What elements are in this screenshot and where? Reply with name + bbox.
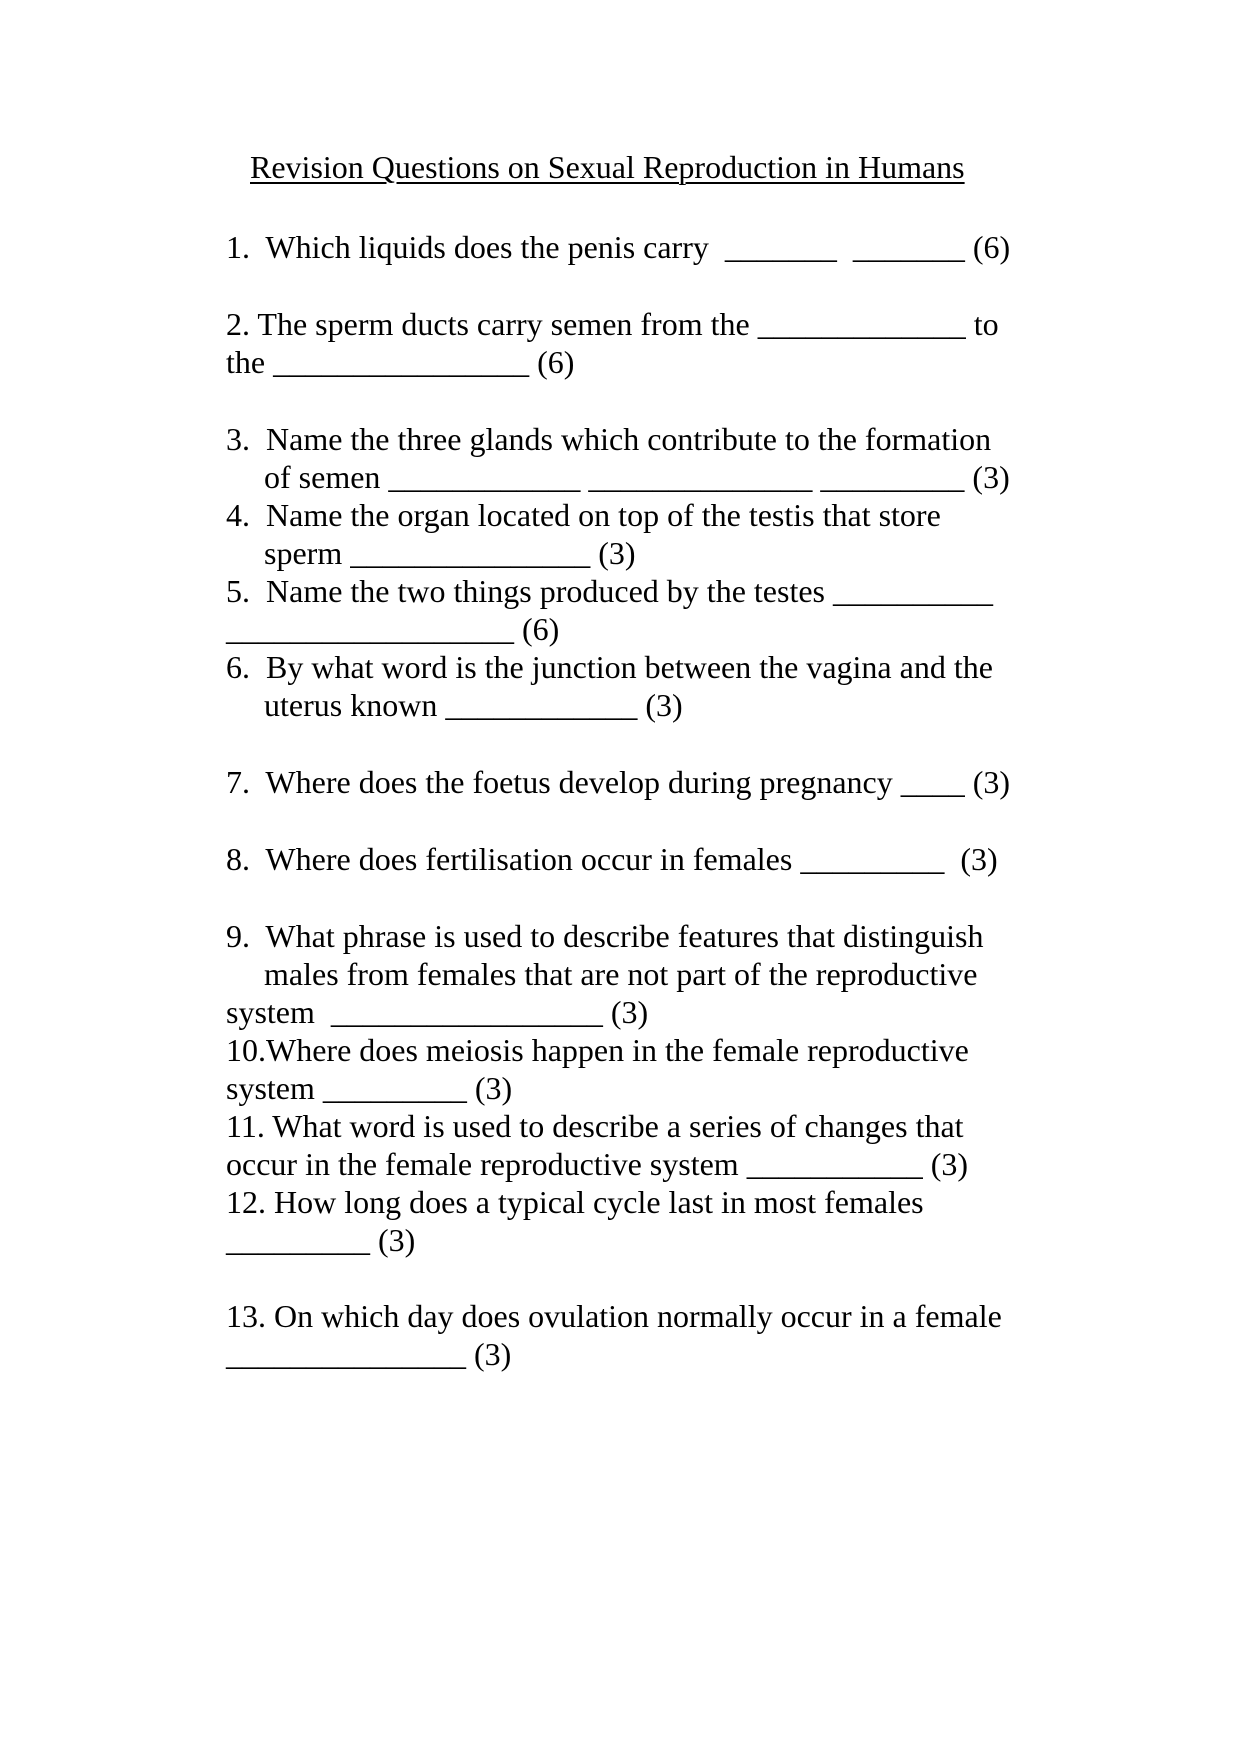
question-3-line-1: 3. Name the three glands which contribute to the formation <box>226 421 992 457</box>
question-4-line-2: sperm _______________ (3) <box>264 535 636 571</box>
question-5-line-1: 5. Name the two things produced by the testes __________ <box>226 573 993 609</box>
question-9-line-3: system _________________ (3) <box>226 994 649 1030</box>
question-3-line-2: of semen ____________ ______________ _________ (3) <box>264 459 1010 495</box>
question-10-line-1: 10.Where does meiosis happen in the female reproductive <box>226 1032 969 1068</box>
question-11-line-2: occur in the female reproductive system ___________ (3) <box>226 1146 968 1182</box>
question-11-line-1: 11. What word is used to describe a series of changes that <box>226 1108 964 1144</box>
question-1: 1. Which liquids does the penis carry _______ _______ (6) <box>226 229 1011 265</box>
question-8: 8. Where does fertilisation occur in females _________ (3) <box>226 841 998 877</box>
question-10-line-2: system _________ (3) <box>226 1070 513 1106</box>
question-12-line-2: _________ (3) <box>226 1222 416 1258</box>
question-2-line-1: 2. The sperm ducts carry semen from the _____________ to <box>226 306 999 342</box>
question-9-line-2: males from females that are not part of the reproductive <box>264 956 978 992</box>
question-7: 7. Where does the foetus develop during pregnancy ____ (3) <box>226 764 1011 800</box>
page-title: Revision Questions on Sexual Reproduction in Humans <box>250 149 965 185</box>
question-9-line-1: 9. What phrase is used to describe features that distinguish <box>226 918 984 954</box>
question-5-line-2: __________________ (6) <box>226 611 560 647</box>
question-2-line-2: the ________________ (6) <box>226 344 575 380</box>
question-13-line-1: 13. On which day does ovulation normally occur in a female <box>226 1298 1002 1334</box>
question-6-line-2: uterus known ____________ (3) <box>264 687 683 723</box>
question-12-line-1: 12. How long does a typical cycle last in most females <box>226 1184 924 1220</box>
question-13-line-2: _______________ (3) <box>226 1336 512 1372</box>
question-6-line-1: 6. By what word is the junction between the vagina and the <box>226 649 993 685</box>
question-4-line-1: 4. Name the organ located on top of the testis that store <box>226 497 941 533</box>
